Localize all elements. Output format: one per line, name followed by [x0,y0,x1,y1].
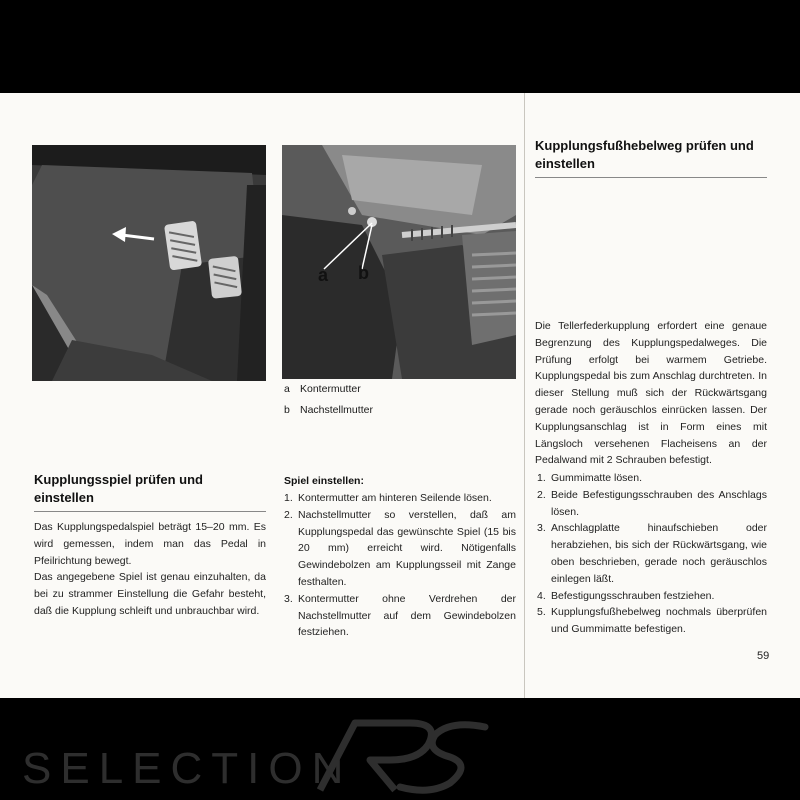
pedal-photo [32,145,266,381]
step-number: 3. [284,592,293,605]
caption-b [284,400,514,421]
step-number: 4. [537,589,546,602]
list-item [537,487,767,521]
step-number: 1. [537,472,546,484]
list-item [537,588,767,605]
rs-logo-icon [300,715,490,795]
adjust-play-steps [284,490,516,641]
step-text: Nachstellmutter so verstellen, daß am Kupplungspedal das gewünschte Spiel (15 bis 20 mm) erreicht wird. Nötigenfalls Gewindebolzen am Kupplungsseil mit Zange festhalten. [298,508,516,588]
step-text: Befestigungsschrauben festziehen. [551,589,715,602]
manual-page [0,93,800,698]
label-a: a [318,265,329,285]
page-fold [524,93,525,698]
pedal-travel-text [535,318,767,469]
step-text: Kontermutter am hinteren Seilende lösen. [298,492,492,504]
label-b: b [358,263,369,283]
step-text: Kontermutter ohne Verdrehen der Nachstellmutter auf dem Gewindebolzen festziehen. [298,592,516,639]
list-item [284,507,516,591]
step-number: 2. [537,488,546,501]
clutch-play-text [34,519,266,620]
pedal-travel-steps [537,470,767,638]
caption-text: Nachstellmutter [300,404,373,416]
title-underline [535,177,767,178]
paragraph: Die Tellerfederkupplung erfordert eine genaue Begrenzung des Kupplungspedalweges. Die Prüfung erfolgt bei warmem Getriebe. Kupplungspedal bis zum Anschlag durchtreten. In dieser Stellung muß sich der Rückwärtsgang gerade noch geräuschlos einrücken lassen. Der Kupplungsanschlag ist in Form eines mit Längsloch versehenen Flacheisens an der Pedalwand mit 2 Schrauben befestigt. [535,320,767,467]
watermark-text: SELECTION [22,744,353,793]
step-text: Beide Befestigungsschrauben des Anschlags lösen. [551,488,767,518]
title-line: Kupplungsspiel prüfen und [34,472,203,487]
cable-photo [282,145,516,379]
list-item [537,604,767,638]
step-text: Gummimatte lösen. [551,472,643,484]
step-number: 1. [284,492,293,504]
title-line: Kupplungsfußhebelweg prüfen und [535,138,754,153]
title-underline [34,511,266,512]
caption-a [284,379,514,400]
photo-captions [284,379,514,421]
paragraph: Das Kupplungspedalspiel beträgt 15–20 mm. Es wird gemessen, indem man das Pedal in Pfeilrichtung bewegt. [34,521,266,567]
section-title-pedal-travel [535,137,780,173]
section-title-clutch-play [34,471,264,507]
caption-letter: b [284,404,290,416]
step-number: 3. [537,522,546,535]
caption-text: Kontermutter [300,383,361,395]
list-item [284,591,516,641]
step-text: Kupplungsfußhebelweg nochmals überprüfen und Gummimatte befestigen. [551,606,767,636]
title-line: einstellen [535,156,595,171]
paragraph: Das angegebene Spiel ist genau einzuhalten, da bei zu strammer Einstellung die Gefahr besteht, daß die Kupplung schleift und unbrauchbar wird. [34,571,266,617]
caption-letter: a [284,383,290,395]
list-item [537,520,767,587]
page-number: 59 [757,650,770,662]
list-item [537,470,767,487]
list-item [284,490,516,507]
step-text: Anschlagplatte hinaufschieben oder herabziehen, bis sich der Rückwärtsgang, wie oben beschrieben, gerade noch geräuschlos einlegen läßt. [551,522,767,585]
step-number: 5. [537,606,546,619]
adjust-play-heading: Spiel einstellen: [284,475,364,487]
step-number: 2. [284,508,293,521]
title-line: einstellen [34,490,94,505]
